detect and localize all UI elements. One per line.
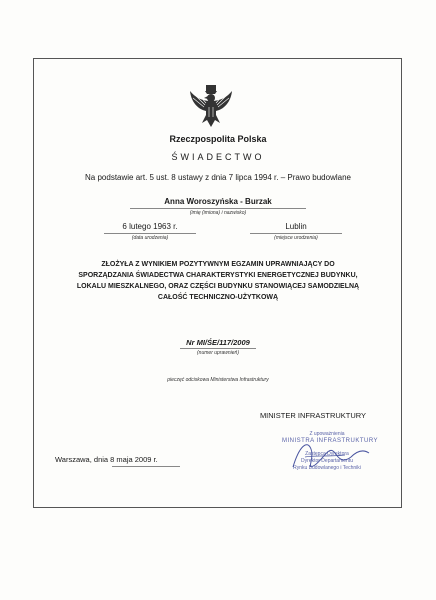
document-title: ŚWIADECTWO (171, 152, 265, 162)
birth-date-underline (104, 233, 196, 234)
stamp-line: Dyrektor Departamentu (301, 458, 353, 464)
stamp-line: MINISTRA INFRASTRUKTURY (282, 438, 379, 444)
holder-name: Anna Woroszyńska - Burzak (164, 197, 272, 206)
statement-line: ZŁOŻYŁA Z WYNIKIEM POZYTYWNYM EGZAMIN UPRAWNIAJĄCY DO (101, 261, 335, 268)
name-underline (130, 208, 306, 209)
birth-place-underline (250, 233, 342, 234)
seal-label: pieczęć odciskowa Ministerstwa Infrastruktury (167, 377, 269, 383)
statement-line: LOKALU MIESZKALNEGO, ORAZ CZĘŚCI BUDYNKU STANOWIĄCEJ SAMODZIELNĄ (76, 283, 360, 290)
stamp-line: Rynku Budowlanego i Techniki (293, 465, 361, 471)
certificate-number: Nr MI/ŚE/117/2009 (186, 338, 250, 347)
qualification-statement (40, 259, 396, 303)
republic-heading: Rzeczpospolita Polska (169, 134, 267, 144)
certificate-number-underline (180, 348, 256, 349)
birth-place-caption: (miejsce urodzenia) (274, 235, 318, 241)
certificate-number-caption: (numer uprawnień) (197, 350, 239, 356)
handwritten-signature (285, 427, 375, 482)
polish-eagle-emblem (187, 83, 235, 131)
issuer-title: MINISTER INFRASTRUKTURY (259, 411, 367, 420)
date-underline (112, 466, 180, 467)
birth-date: 6 lutego 1963 r. (122, 222, 178, 231)
stamp-line: Z upoważnienia (309, 431, 345, 437)
birth-date-caption: (data urodzenia) (131, 235, 169, 241)
legal-basis: Na podstawie art. 5 ust. 8 ustawy z dnia 7 lipca 1994 r. – Prawo budowlane (85, 173, 351, 182)
birth-place: Lublin (285, 222, 307, 231)
holder-name-caption: (imię (imiona) i nazwisko) (189, 210, 247, 216)
place-and-date: Warszawa, dnia 8 maja 2009 r. (55, 455, 158, 464)
stamp-line: Zastępca Dyrektora (305, 451, 349, 457)
statement-line: CAŁOŚĆ TECHNICZNO-UŻYTKOWĄ (157, 294, 279, 301)
statement-line: SPORZĄDZANIA ŚWIADECTWA CHARAKTERYSTYKI ENERGETYCZNEJ BUDYNKU, (78, 272, 358, 279)
